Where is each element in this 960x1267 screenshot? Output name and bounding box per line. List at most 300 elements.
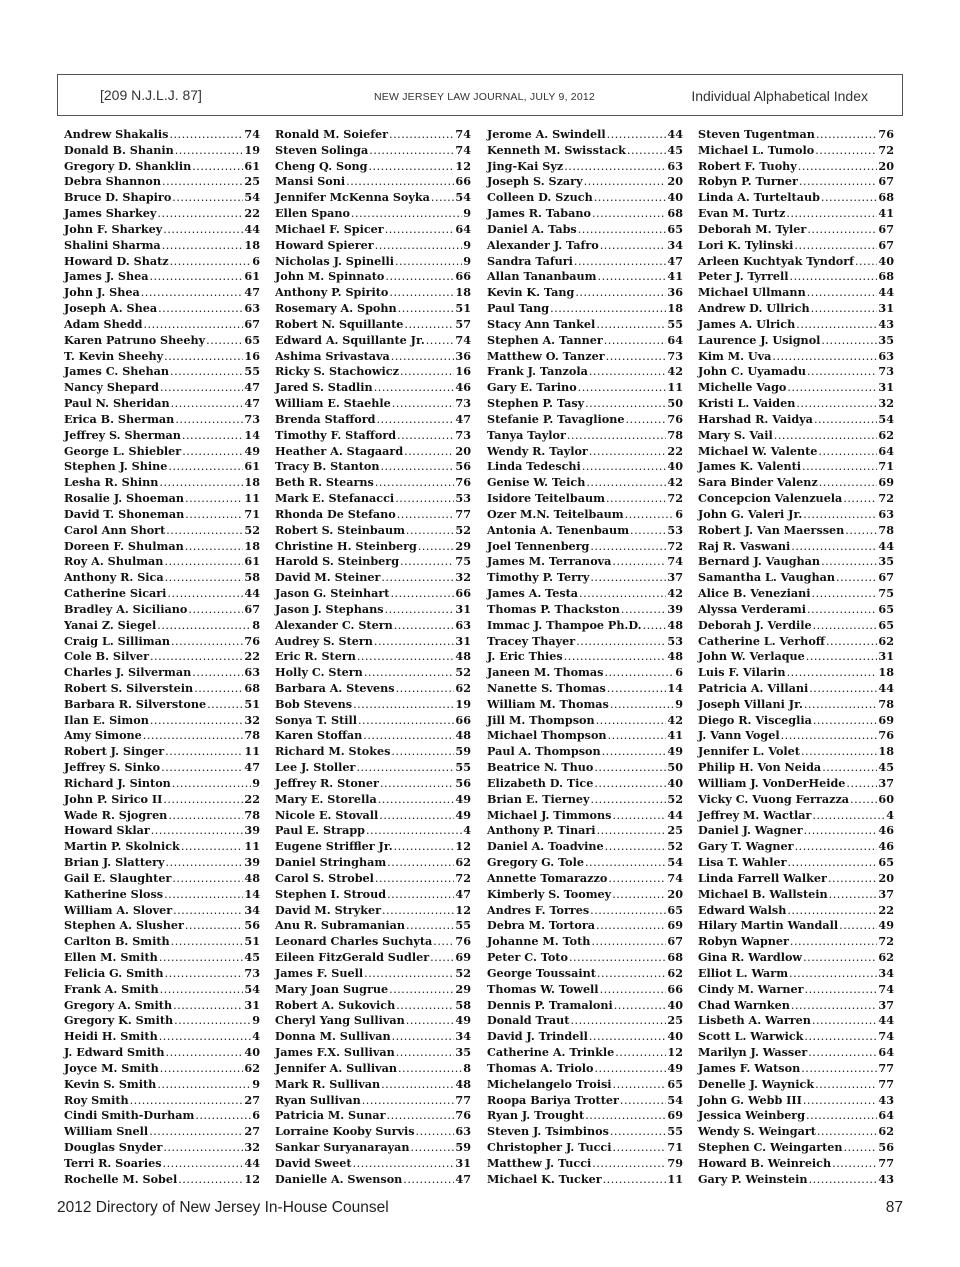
entry-page: 50 bbox=[667, 760, 683, 775]
index-entry bbox=[487, 1124, 683, 1140]
index-entry bbox=[64, 459, 260, 475]
dot-leader bbox=[192, 665, 243, 681]
dot-leader bbox=[185, 918, 244, 934]
index-entry bbox=[64, 839, 260, 855]
entry-name: Eileen FitzGerald Sudler bbox=[275, 950, 430, 965]
entry-page: 20 bbox=[667, 174, 683, 189]
dot-leader bbox=[805, 982, 878, 998]
dot-leader bbox=[804, 1029, 877, 1045]
dot-leader bbox=[395, 254, 462, 270]
entry-page: 69 bbox=[455, 950, 471, 965]
entry-name: Thomas W. Towell bbox=[487, 981, 599, 996]
dot-leader bbox=[130, 1093, 244, 1109]
dot-leader bbox=[790, 269, 878, 285]
dot-leader bbox=[175, 143, 244, 159]
dot-leader bbox=[806, 649, 878, 665]
entry-page: 65 bbox=[667, 902, 683, 917]
dot-leader bbox=[181, 839, 244, 855]
dot-leader bbox=[791, 539, 877, 555]
entry-name: Genise W. Teich bbox=[487, 475, 586, 490]
index-column-2 bbox=[275, 127, 471, 1187]
entry-name: Cheng Q. Song bbox=[275, 158, 368, 173]
index-entry bbox=[487, 918, 683, 934]
dot-leader bbox=[589, 1029, 667, 1045]
index-entry bbox=[487, 554, 683, 570]
dot-leader bbox=[843, 491, 877, 507]
dot-leader bbox=[381, 1077, 454, 1093]
entry-page: 34 bbox=[878, 965, 894, 980]
entry-name: Peter C. Toto bbox=[487, 950, 568, 965]
dot-leader bbox=[846, 776, 877, 792]
entry-name: Gina R. Wardlow bbox=[698, 950, 803, 965]
index-entry bbox=[698, 428, 894, 444]
index-entry bbox=[64, 823, 260, 839]
entry-name: Anthony R. Sica bbox=[64, 570, 164, 585]
entry-name: William A. Slover bbox=[64, 902, 173, 917]
entry-name: Robert J. Van Maerssen bbox=[698, 522, 845, 537]
entry-name: Joel Tennenberg bbox=[487, 538, 590, 553]
entry-page: 44 bbox=[244, 221, 260, 236]
index-entry bbox=[698, 665, 894, 681]
index-entry bbox=[275, 823, 471, 839]
dot-leader bbox=[151, 823, 244, 839]
index-entry bbox=[487, 887, 683, 903]
entry-name: T. Kevin Sheehy bbox=[64, 348, 164, 363]
entry-page: 73 bbox=[455, 396, 471, 411]
entry-name: Janeen M. Thomas bbox=[487, 665, 604, 680]
index-entry bbox=[64, 364, 260, 380]
index-entry bbox=[698, 1029, 894, 1045]
index-entry bbox=[275, 539, 471, 555]
entry-name: John P. Sirico II bbox=[64, 791, 163, 806]
entry-page: 63 bbox=[667, 158, 683, 173]
dot-leader bbox=[589, 444, 667, 460]
dot-leader bbox=[188, 602, 243, 618]
dot-leader bbox=[171, 634, 243, 650]
entry-page: 45 bbox=[667, 142, 683, 157]
entry-name: Peter J. Tyrrell bbox=[698, 269, 789, 284]
entry-page: 51 bbox=[244, 934, 260, 949]
dot-leader bbox=[182, 428, 244, 444]
entry-page: 16 bbox=[455, 364, 471, 379]
index-entry bbox=[64, 1045, 260, 1061]
entry-name: Jill M. Thompson bbox=[487, 712, 595, 727]
entry-name: Denelle J. Waynick bbox=[698, 1076, 815, 1091]
entry-name: Daniel J. Wagner bbox=[698, 823, 803, 838]
dot-leader bbox=[164, 554, 243, 570]
entry-page: 47 bbox=[455, 1171, 471, 1186]
entry-page: 71 bbox=[667, 1140, 683, 1154]
entry-page: 67 bbox=[878, 237, 894, 252]
dot-leader bbox=[195, 1108, 251, 1124]
dot-leader bbox=[387, 1108, 455, 1124]
index-entry bbox=[64, 713, 260, 729]
index-entry bbox=[64, 649, 260, 665]
entry-page: 49 bbox=[667, 1060, 683, 1075]
entry-page: 4 bbox=[252, 1029, 260, 1044]
entry-page: 63 bbox=[878, 348, 894, 363]
entry-page: 76 bbox=[455, 1108, 471, 1123]
entry-page: 9 bbox=[252, 1076, 260, 1091]
index-entry bbox=[698, 792, 894, 808]
index-entry bbox=[64, 1156, 260, 1172]
dot-leader bbox=[821, 333, 877, 349]
index-entry bbox=[64, 934, 260, 950]
entry-page: 71 bbox=[244, 506, 260, 521]
dot-leader bbox=[607, 681, 667, 697]
entry-page: 73 bbox=[878, 364, 894, 379]
entry-name: Ellen Spano bbox=[275, 206, 350, 221]
index-entry bbox=[698, 903, 894, 919]
entry-name: Robert F. Tuohy bbox=[698, 158, 797, 173]
index-entry bbox=[64, 127, 260, 143]
entry-name: Holly C. Stern bbox=[275, 665, 363, 680]
entry-page: 29 bbox=[455, 538, 471, 553]
entry-page: 47 bbox=[244, 380, 260, 395]
entry-name: David J. Trindell bbox=[487, 1029, 588, 1044]
dot-leader bbox=[803, 507, 877, 523]
entry-name: Cole B. Silver bbox=[64, 649, 149, 664]
entry-page: 54 bbox=[878, 411, 894, 426]
index-entry bbox=[275, 586, 471, 602]
entry-name: Paul N. Sheridan bbox=[64, 396, 170, 411]
entry-name: Beatrice N. Thuo bbox=[487, 760, 594, 775]
dot-leader bbox=[844, 1140, 878, 1156]
entry-name: Alexander C. Stern bbox=[275, 617, 393, 632]
entry-name: Edward A. Squillante Jr. bbox=[275, 332, 425, 347]
index-entry bbox=[698, 1093, 894, 1109]
entry-page: 62 bbox=[667, 965, 683, 980]
index-entry bbox=[487, 507, 683, 523]
entry-page: 74 bbox=[244, 127, 260, 141]
entry-name: Steven Solinga bbox=[275, 142, 369, 157]
dot-leader bbox=[584, 174, 667, 190]
index-entry bbox=[275, 523, 471, 539]
entry-name: James M. Terranova bbox=[487, 554, 612, 569]
entry-name: Bernard J. Vaughan bbox=[698, 554, 821, 569]
entry-name: Jeffrey S. Sherman bbox=[64, 427, 181, 442]
index-entry bbox=[487, 1156, 683, 1172]
index-entry bbox=[698, 254, 894, 270]
dot-leader bbox=[173, 998, 243, 1014]
dot-leader bbox=[812, 1013, 878, 1029]
index-entry bbox=[487, 127, 683, 143]
entry-page: 61 bbox=[244, 158, 260, 173]
entry-name: Mansi Soni bbox=[275, 174, 346, 189]
index-entry bbox=[64, 1124, 260, 1140]
entry-page: 18 bbox=[244, 475, 260, 490]
entry-page: 73 bbox=[244, 411, 260, 426]
dot-leader bbox=[389, 982, 454, 998]
entry-name: Roy A. Shulman bbox=[64, 554, 164, 569]
index-entry bbox=[487, 903, 683, 919]
index-entry bbox=[698, 776, 894, 792]
dot-leader bbox=[163, 1156, 244, 1172]
entry-page: 34 bbox=[244, 902, 260, 917]
index-entry bbox=[698, 998, 894, 1014]
dot-leader bbox=[819, 475, 878, 491]
dot-leader bbox=[798, 159, 878, 175]
entry-name: Ashima Srivastava bbox=[275, 348, 390, 363]
index-entry bbox=[487, 871, 683, 887]
index-entry bbox=[64, 174, 260, 190]
dot-leader bbox=[596, 713, 667, 729]
dot-leader bbox=[604, 665, 674, 681]
index-entry bbox=[698, 412, 894, 428]
entry-name: J. Edward Smith bbox=[64, 1045, 165, 1060]
entry-page: 52 bbox=[244, 522, 260, 537]
entry-page: 11 bbox=[667, 380, 683, 395]
entry-page: 37 bbox=[878, 997, 894, 1012]
dot-leader bbox=[149, 1124, 243, 1140]
index-entry bbox=[698, 507, 894, 523]
index-entry bbox=[275, 554, 471, 570]
entry-page: 54 bbox=[244, 981, 260, 996]
dot-leader bbox=[166, 1045, 244, 1061]
dot-leader bbox=[194, 681, 243, 697]
index-entry bbox=[487, 159, 683, 175]
index-entry bbox=[64, 966, 260, 982]
dot-leader bbox=[832, 1156, 877, 1172]
dot-leader bbox=[159, 1029, 251, 1045]
index-entry bbox=[64, 586, 260, 602]
entry-name: John G. Webb III bbox=[698, 1092, 802, 1107]
dot-leader bbox=[185, 507, 243, 523]
index-entry bbox=[64, 681, 260, 697]
entry-name: Michael J. Timmons bbox=[487, 807, 612, 822]
entry-page: 16 bbox=[244, 348, 260, 363]
dot-leader bbox=[774, 428, 878, 444]
entry-page: 9 bbox=[252, 775, 260, 790]
dot-leader bbox=[790, 934, 878, 950]
entry-page: 20 bbox=[878, 870, 894, 885]
entry-name: James A. Ulrich bbox=[698, 316, 796, 331]
index-entry bbox=[275, 998, 471, 1014]
entry-page: 78 bbox=[244, 807, 260, 822]
entry-name: Mary E. Storella bbox=[275, 791, 377, 806]
index-entry bbox=[487, 333, 683, 349]
index-entry bbox=[698, 333, 894, 349]
dot-leader bbox=[608, 728, 667, 744]
entry-name: Felicia G. Smith bbox=[64, 965, 164, 980]
entry-page: 63 bbox=[878, 506, 894, 521]
dot-leader bbox=[608, 871, 666, 887]
dot-leader bbox=[772, 349, 877, 365]
entry-page: 47 bbox=[455, 411, 471, 426]
index-entry bbox=[275, 507, 471, 523]
index-entry bbox=[698, 934, 894, 950]
entry-page: 69 bbox=[667, 1108, 683, 1123]
entry-name: Carlton B. Smith bbox=[64, 934, 170, 949]
dot-leader bbox=[391, 744, 454, 760]
dot-leader bbox=[157, 206, 243, 222]
entry-name: John C. Uyamadu bbox=[698, 364, 806, 379]
journal-citation: [209 N.J.L.J. 87] bbox=[100, 87, 202, 103]
index-entry bbox=[487, 808, 683, 824]
entry-name: George Toussaint bbox=[487, 965, 596, 980]
entry-page: 64 bbox=[455, 221, 471, 236]
index-entry bbox=[275, 143, 471, 159]
entry-page: 44 bbox=[878, 680, 894, 695]
dot-leader bbox=[416, 1124, 455, 1140]
index-entry bbox=[64, 998, 260, 1014]
entry-name: David M. Stryker bbox=[275, 902, 381, 917]
entry-page: 31 bbox=[878, 380, 894, 395]
index-entry bbox=[487, 285, 683, 301]
index-entry bbox=[64, 950, 260, 966]
entry-name: James F. Suell bbox=[275, 965, 364, 980]
dot-leader bbox=[614, 998, 667, 1014]
dot-leader bbox=[374, 380, 455, 396]
entry-name: Dennis P. Tramaloni bbox=[487, 997, 613, 1012]
entry-name: Jennifer McKenna Soyka bbox=[275, 190, 430, 205]
page-number: 87 bbox=[885, 1199, 903, 1216]
dot-leader bbox=[172, 871, 243, 887]
dot-leader bbox=[353, 1156, 455, 1172]
entry-name: Rosemary A. Spohn bbox=[275, 301, 397, 316]
dot-leader bbox=[389, 127, 454, 143]
entry-page: 61 bbox=[244, 459, 260, 474]
index-entry bbox=[487, 792, 683, 808]
index-entry bbox=[698, 364, 894, 380]
entry-name: Samantha L. Vaughan bbox=[698, 570, 836, 585]
entry-page: 27 bbox=[244, 1124, 260, 1139]
entry-page: 72 bbox=[667, 538, 683, 553]
index-entry bbox=[275, 966, 471, 982]
dot-leader bbox=[808, 1045, 877, 1061]
entry-name: Sankar Suryanarayan bbox=[275, 1140, 410, 1154]
entry-name: Michael W. Valente bbox=[698, 443, 818, 458]
entry-page: 42 bbox=[667, 712, 683, 727]
entry-name: Kristi L. Vaiden bbox=[698, 396, 796, 411]
dot-leader bbox=[150, 713, 244, 729]
index-entry bbox=[487, 966, 683, 982]
entry-name: Kimberly S. Toomey bbox=[487, 886, 612, 901]
entry-name: Beth R. Stearns bbox=[275, 475, 374, 490]
dot-leader bbox=[627, 143, 667, 159]
index-entry bbox=[698, 206, 894, 222]
entry-name: Lorraine Kooby Survis bbox=[275, 1124, 415, 1139]
entry-name: Cindi Smith-Durham bbox=[64, 1108, 195, 1123]
entry-page: 6 bbox=[675, 506, 683, 521]
entry-name: Gregory D. Shanklin bbox=[64, 158, 192, 173]
entry-name: J. Eric Thies bbox=[487, 649, 563, 664]
dot-leader bbox=[585, 1108, 666, 1124]
entry-page: 35 bbox=[455, 1045, 471, 1060]
index-entry bbox=[487, 665, 683, 681]
entry-name: Donald Traut bbox=[487, 1013, 570, 1028]
entry-name: Ozer M.N. Teitelbaum bbox=[487, 506, 624, 521]
entry-name: Michael L. Tumolo bbox=[698, 142, 815, 157]
entry-name: Gary P. Weinstein bbox=[698, 1171, 808, 1186]
entry-page: 45 bbox=[878, 760, 894, 775]
entry-page: 31 bbox=[455, 1155, 471, 1170]
entry-page: 57 bbox=[455, 316, 471, 331]
entry-page: 64 bbox=[667, 332, 683, 347]
index-entry bbox=[275, 206, 471, 222]
entry-page: 29 bbox=[455, 981, 471, 996]
index-entry bbox=[698, 887, 894, 903]
index-entry bbox=[698, 1108, 894, 1124]
dot-leader bbox=[604, 333, 667, 349]
dot-leader bbox=[160, 982, 244, 998]
index-entry bbox=[275, 1029, 471, 1045]
entry-page: 14 bbox=[667, 680, 683, 695]
entry-page: 31 bbox=[455, 601, 471, 616]
entry-name: Jeffrey S. Sinko bbox=[64, 760, 161, 775]
index-entry bbox=[487, 269, 683, 285]
index-entry bbox=[275, 159, 471, 175]
dot-leader bbox=[821, 190, 878, 206]
entry-name: Anthony P. Spirito bbox=[275, 285, 389, 300]
index-entry bbox=[487, 1061, 683, 1077]
index-entry bbox=[275, 317, 471, 333]
dot-leader bbox=[630, 523, 666, 539]
entry-page: 65 bbox=[667, 221, 683, 236]
dot-leader bbox=[170, 364, 243, 380]
entry-name: Stacy Ann Tankel bbox=[487, 316, 596, 331]
entry-page: 31 bbox=[455, 633, 471, 648]
entry-name: Allan Tananbaum bbox=[487, 269, 597, 284]
dot-leader bbox=[612, 887, 666, 903]
index-entry bbox=[275, 634, 471, 650]
entry-page: 40 bbox=[667, 997, 683, 1012]
index-entry bbox=[64, 269, 260, 285]
entry-name: James J. Shea bbox=[64, 269, 149, 284]
entry-page: 47 bbox=[244, 760, 260, 775]
dot-leader bbox=[381, 570, 454, 586]
dot-leader bbox=[418, 539, 455, 555]
entry-name: Ronald M. Soiefer bbox=[275, 127, 389, 141]
index-entry bbox=[64, 982, 260, 998]
entry-page: 11 bbox=[244, 839, 260, 854]
dot-leader bbox=[603, 1172, 667, 1188]
entry-page: 69 bbox=[878, 475, 894, 490]
dot-leader bbox=[569, 950, 666, 966]
index-entry bbox=[698, 174, 894, 190]
entry-page: 78 bbox=[878, 522, 894, 537]
index-entry bbox=[64, 855, 260, 871]
entry-page: 51 bbox=[244, 696, 260, 711]
entry-page: 74 bbox=[667, 870, 683, 885]
index-entry bbox=[64, 554, 260, 570]
index-entry bbox=[487, 206, 683, 222]
index-entry bbox=[698, 380, 894, 396]
dot-leader bbox=[582, 459, 667, 475]
entry-page: 66 bbox=[455, 269, 471, 284]
entry-name: Brian J. Slattery bbox=[64, 855, 165, 870]
entry-name: Patricia A. Villani bbox=[698, 680, 809, 695]
entry-name: William Snell bbox=[64, 1124, 149, 1139]
entry-page: 6 bbox=[252, 1108, 260, 1123]
index-entry bbox=[698, 586, 894, 602]
dot-leader bbox=[375, 871, 455, 887]
entry-page: 74 bbox=[667, 554, 683, 569]
entry-name: Evan M. Turtz bbox=[698, 206, 786, 221]
entry-name: Mary S. Vail bbox=[698, 427, 773, 442]
entry-name: Daniel A. Toadvine bbox=[487, 839, 604, 854]
entry-page: 59 bbox=[455, 1140, 471, 1154]
entry-page: 47 bbox=[667, 253, 683, 268]
entry-page: 54 bbox=[455, 190, 471, 205]
entry-name: Philip H. Von Neida bbox=[698, 760, 822, 775]
index-entry bbox=[275, 618, 471, 634]
entry-page: 11 bbox=[244, 491, 260, 506]
entry-page: 6 bbox=[675, 665, 683, 680]
index-entry bbox=[275, 855, 471, 871]
index-entry bbox=[275, 602, 471, 618]
index-entry bbox=[64, 744, 260, 760]
